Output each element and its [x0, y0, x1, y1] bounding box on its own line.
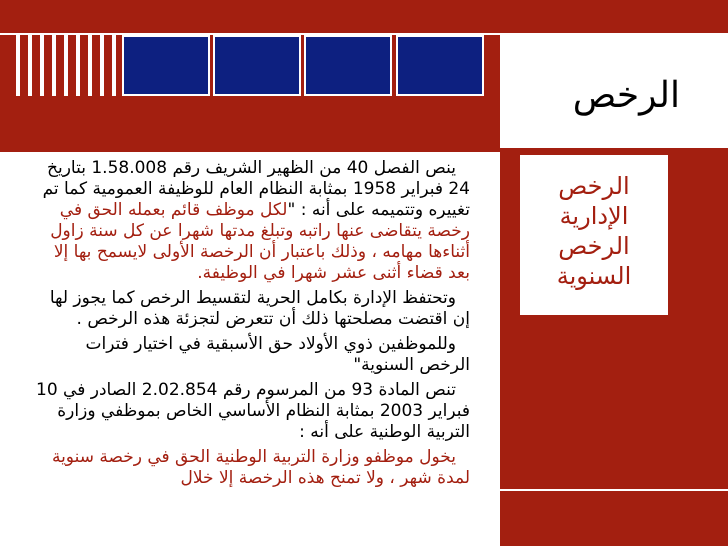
quoted-text: لكل موظف قائم بعمله الحق في رخصة يتقاضى عنها راتبه وتبلغ مدتها شهرا عن كل سنة زاول أثناءها مهامه ، وذلك باعتبار أن الرخصة الأولى لايسمح بها إلا بعد قضاء أثنى عشر شهرا في الوظيفة. [50, 200, 470, 283]
slide-title [500, 35, 728, 148]
stripe [76, 34, 80, 96]
stripe [28, 34, 32, 96]
stripe [52, 34, 56, 96]
paragraph: تنص المادة 93 من المرسوم رقم 2.02.854 الصادر في 10 فبراير 2003 بمثابة النظام الأساسي الخاص بموظفي وزارة التربية الوطنية على أنه : [36, 380, 470, 442]
stripe [64, 34, 68, 96]
paragraph: وتحتفظ الإدارة بكامل الحرية لتقسيط الرخص كما يجوز لها إن اقتضت مصلحتها ذلك أن تتعرض لتجزئة هذه الرخص . [49, 288, 470, 329]
stripe [88, 34, 92, 96]
slide-body [0, 152, 500, 546]
paragraph [30, 158, 470, 284]
stripe [112, 34, 116, 96]
sidebar-panel [520, 155, 668, 315]
decorative-square [304, 35, 392, 96]
sidebar-line: السنوية [556, 262, 632, 290]
stripe [16, 34, 20, 96]
paragraph: وللموظفين ذوي الأولاد حق الأسبقية في اختيار فترات الرخص السنوية" [85, 334, 470, 375]
paragraph: يخول موظفو وزارة التربية الوطنية الحق في رخصة سنوية لمدة شهر ، ولا تمنح هذه الرخصة إلا خلال [51, 447, 470, 488]
sidebar-line: الرخص [558, 232, 630, 260]
decorative-square [396, 35, 484, 96]
sidebar-line: الرخص [558, 172, 630, 200]
sidebar-line: الإدارية [559, 202, 629, 230]
decorative-stripes [0, 34, 140, 96]
decorative-square [122, 35, 210, 96]
stripe [100, 34, 104, 96]
paragraph-text: ينص الفصل 40 من الظهير الشريف رقم 1.58.008 بتاريخ 24 فبراير 1958 بمثابة النظام العام للوظيفة العمومية كما تم تغييره وتتميمه على أنه : " [42, 158, 470, 220]
sidebar-rule [500, 489, 728, 491]
slide-title-text: الرخص [572, 75, 680, 116]
stripe [40, 34, 44, 96]
decorative-square [213, 35, 301, 96]
